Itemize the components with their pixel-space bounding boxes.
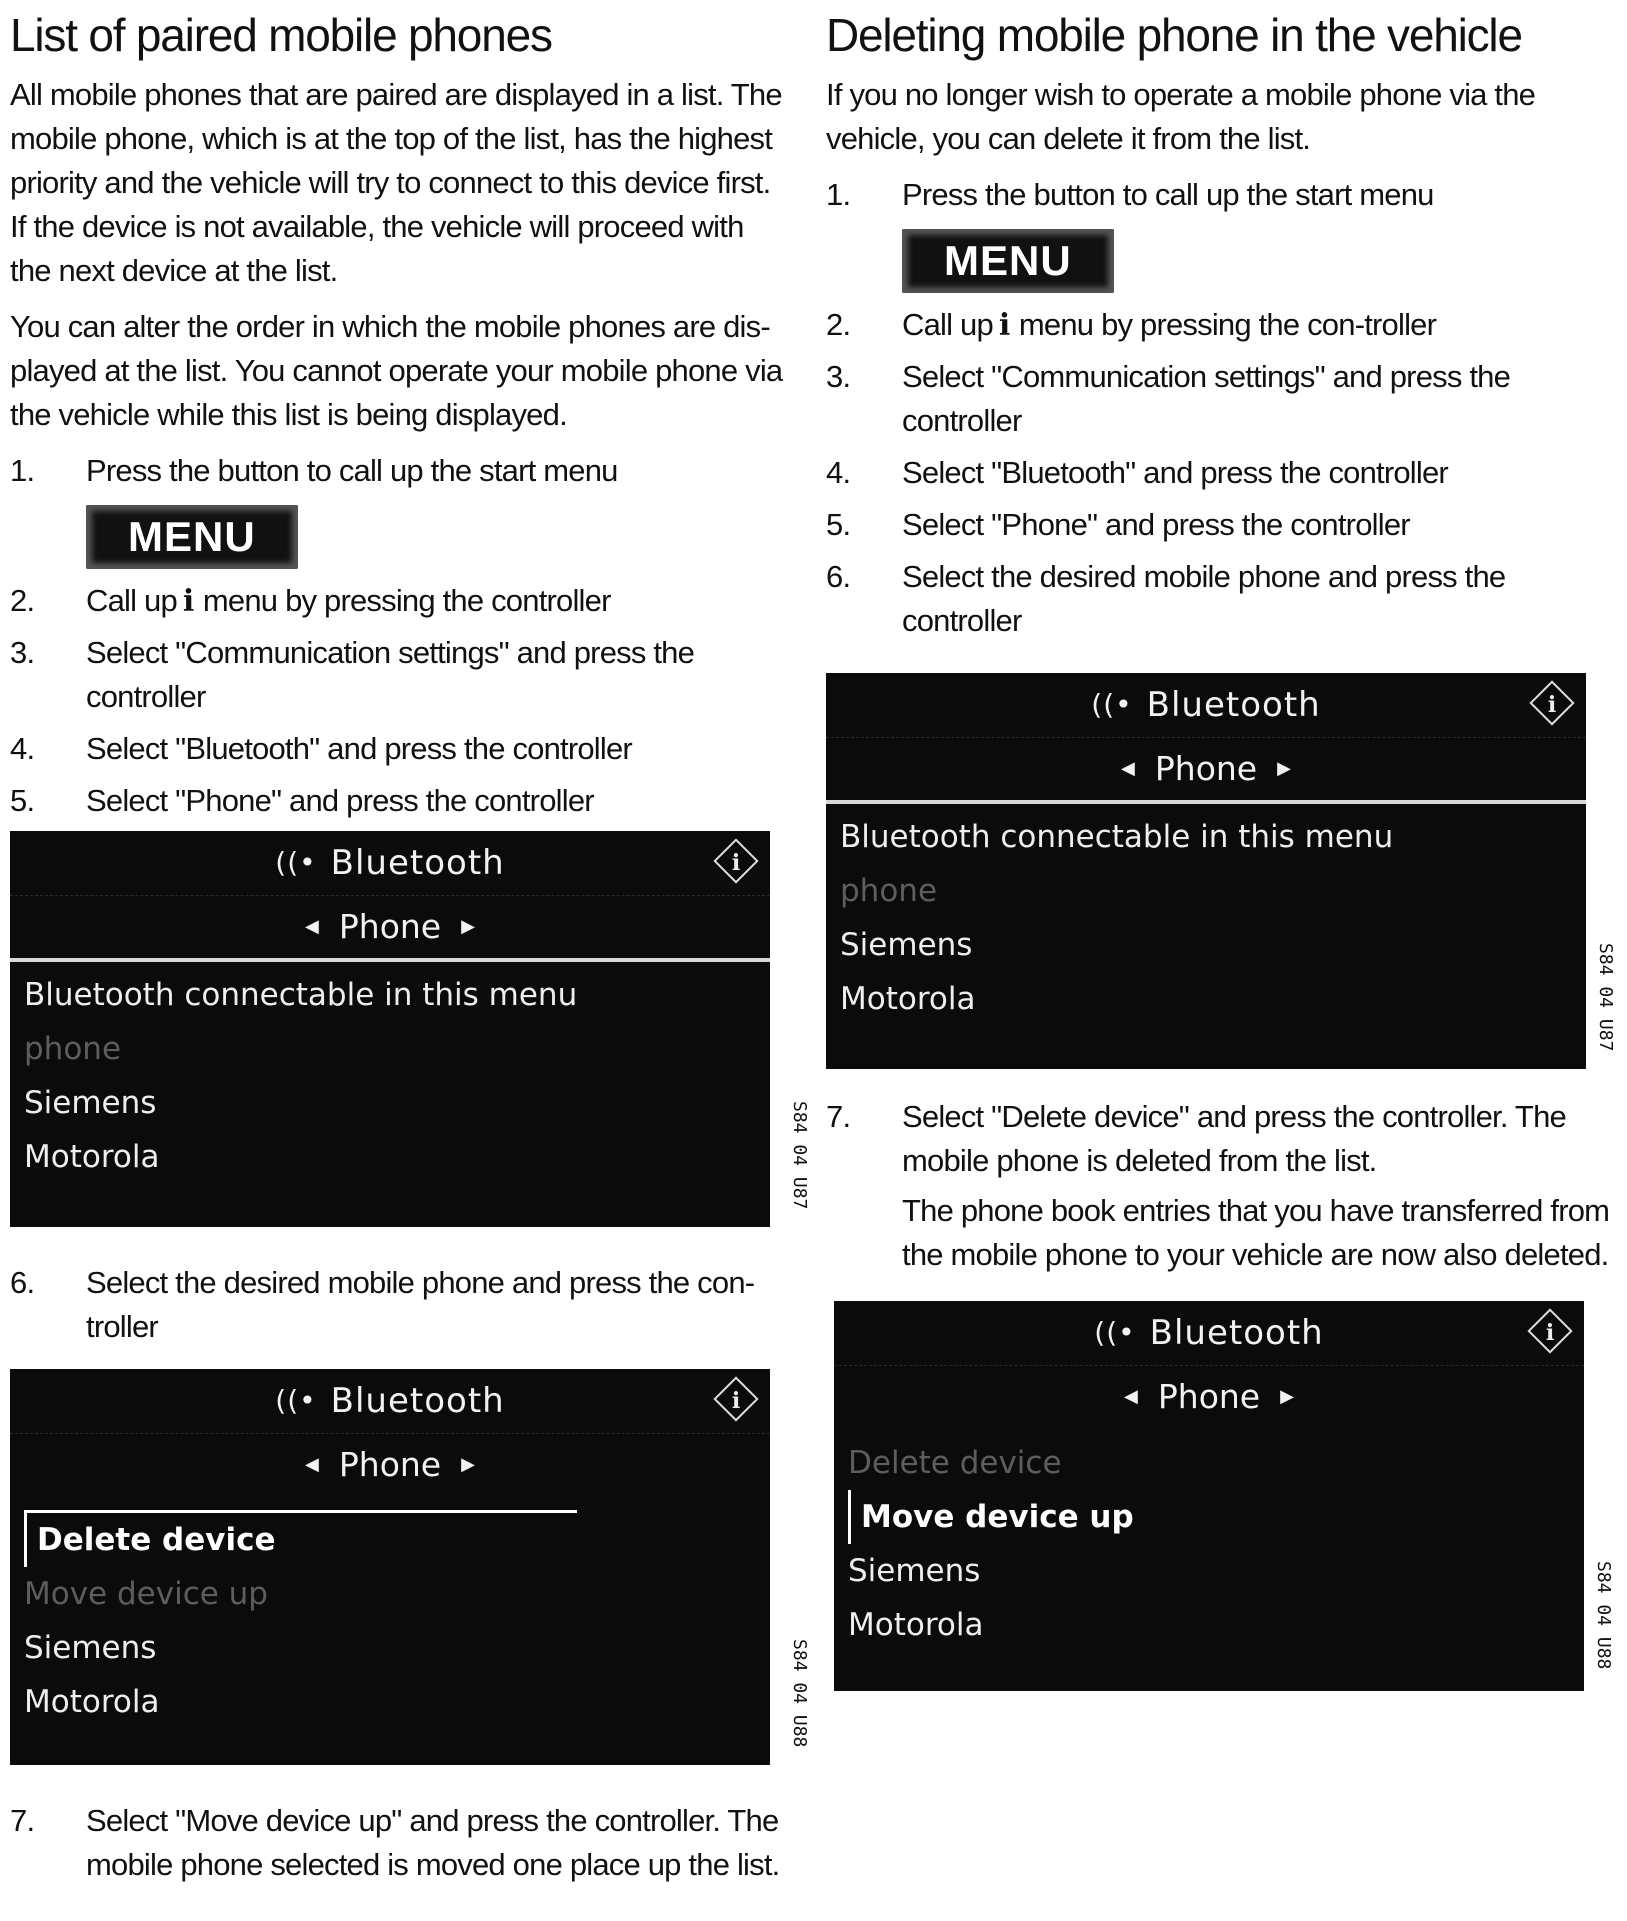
right-arrow-icon: ▶ xyxy=(1277,758,1291,780)
left-arrow-icon: ◀ xyxy=(1124,1386,1138,1408)
bluetooth-screen xyxy=(10,831,810,1227)
bluetooth-screen xyxy=(834,1301,1614,1691)
step: 6. Select the desired mobile phone and press the con-troller xyxy=(10,1264,755,1344)
menu-button: MENU xyxy=(902,229,1114,293)
step: 3. Select "Communication settings" and press the controller xyxy=(10,634,695,714)
figure-code: S84 04 U88 xyxy=(789,1638,810,1747)
figure-code: S84 04 U88 xyxy=(1593,1560,1614,1669)
bluetooth-icon: ((• xyxy=(275,1384,317,1418)
list-item: phone xyxy=(840,872,938,909)
bluetooth-icon: ((• xyxy=(1091,688,1133,722)
list-item: Motorola xyxy=(840,980,976,1017)
info-icon: i xyxy=(182,583,194,619)
info-icon: i xyxy=(716,841,756,885)
list-item-selected: Delete device xyxy=(24,1510,577,1567)
list-item: Bluetooth connectable in this menu xyxy=(840,818,1394,855)
left-arrow-icon: ◀ xyxy=(305,1454,319,1476)
info-icon: i xyxy=(1532,683,1572,727)
bluetooth-screen xyxy=(826,673,1616,1069)
step: 5. Select "Phone" and press the controller xyxy=(826,506,1410,542)
step: 3. Select "Communication settings" and press the controller xyxy=(826,358,1511,438)
left-arrow-icon: ◀ xyxy=(1121,758,1135,780)
list-item: Motorola xyxy=(848,1606,984,1643)
paragraph: You can alter the order in which the mobile phones are dis-played at the list. You cannot operate your mobile phone via the vehicle while this list is being displayed. xyxy=(10,308,783,432)
step: 7. Select "Move device up" and press the controller. The mobile phone selected is moved one place up the list. xyxy=(10,1802,780,1882)
list-item: Motorola xyxy=(24,1138,160,1175)
screen-header: ((• Bluetooth xyxy=(826,673,1586,738)
info-icon: i xyxy=(998,307,1010,343)
list-item: Siemens xyxy=(24,1084,157,1121)
list-item: Siemens xyxy=(24,1629,157,1666)
figure-code: S84 04 U87 xyxy=(1595,942,1616,1051)
bluetooth-icon: ((• xyxy=(275,846,317,880)
list-item: Move device up xyxy=(24,1575,268,1612)
list-item: Motorola xyxy=(24,1683,160,1720)
step: 5. Select "Phone" and press the controller xyxy=(10,782,594,818)
left-arrow-icon: ◀ xyxy=(305,916,319,938)
right-arrow-icon: ▶ xyxy=(461,1454,475,1476)
device-list xyxy=(10,1496,770,1735)
list-item: Bluetooth connectable in this menu xyxy=(24,976,578,1013)
step: 1. Press the button to call up the start menu xyxy=(10,452,618,488)
list-item: phone xyxy=(24,1030,122,1067)
list-item: Siemens xyxy=(848,1552,981,1589)
step: 7. Select "Delete device" and press the controller. The mobile phone is deleted from the list. The phone book entries that you have transferred from the mobile phone to your vehicle are now also deleted. xyxy=(826,1098,1610,1272)
screen-header: ((• Bluetooth xyxy=(10,831,770,896)
bluetooth-screen xyxy=(10,1369,810,1765)
section-title: Deleting mobile phone in the vehicle xyxy=(826,9,1522,61)
info-icon: i xyxy=(1530,1311,1570,1355)
paragraph: If you no longer wish to operate a mobile phone via the vehicle, you can delete it from the list. xyxy=(826,76,1536,156)
step: 2. Call up i menu by pressing the controller xyxy=(10,579,790,623)
left-column xyxy=(10,0,810,1895)
step: 6. Select the desired mobile phone and press the controller xyxy=(826,558,1506,638)
right-arrow-icon: ▶ xyxy=(1280,1386,1294,1408)
screen-header: ((• Bluetooth xyxy=(834,1301,1584,1366)
info-icon: i xyxy=(716,1379,756,1423)
screen-subheader: ◀ Phone ▶ xyxy=(1121,749,1291,789)
device-list xyxy=(10,962,770,1190)
screen-subheader: ◀ Phone ▶ xyxy=(305,1445,475,1485)
device-list xyxy=(826,804,1586,1032)
figure-code: S84 04 U87 xyxy=(789,1100,810,1209)
step: 4. Select "Bluetooth" and press the controller xyxy=(826,454,1448,490)
screen-subheader: ◀ Phone ▶ xyxy=(305,907,475,947)
list-item: Delete device xyxy=(848,1444,1062,1481)
menu-button: MENU xyxy=(86,505,298,569)
screen-header: ((• Bluetooth xyxy=(10,1369,770,1434)
device-list xyxy=(834,1428,1584,1658)
paragraph: All mobile phones that are paired are displayed in a list. The mobile phone, which is at the top of the list, has the highest priority and the vehicle will try to connect to this device first. If the device is not available, the vehicle will proceed with the next device at the list. xyxy=(10,76,782,288)
step: 1. Press the button to call up the start menu xyxy=(826,176,1434,212)
section-title: List of paired mobile phones xyxy=(10,9,552,61)
bluetooth-icon: ((• xyxy=(1094,1316,1136,1350)
right-arrow-icon: ▶ xyxy=(461,916,475,938)
list-item-selected: Move device up xyxy=(848,1490,1401,1544)
step: 4. Select "Bluetooth" and press the controller xyxy=(10,730,632,766)
right-column xyxy=(826,0,1616,1691)
screen-subheader: ◀ Phone ▶ xyxy=(1124,1377,1294,1417)
list-item: Siemens xyxy=(840,926,973,963)
step: 2. Call up i menu by pressing the con-troller xyxy=(826,303,1616,347)
